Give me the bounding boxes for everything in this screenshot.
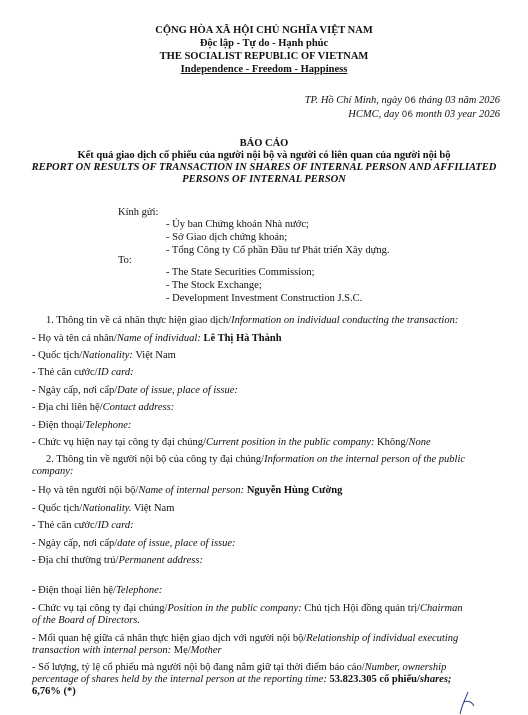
internal-name-value: Nguyễn Hùng Cường bbox=[246, 485, 343, 496]
field-issue-date: - Ngày cấp, nơi cấp/Date of issue, place of issue: bbox=[32, 385, 238, 396]
recipients-en-list bbox=[166, 266, 362, 305]
recipient-item: - The Stock Exchange; bbox=[166, 280, 262, 291]
date-vn-rest: tháng 03 năm 2026 bbox=[418, 95, 500, 106]
title-en-sub: REPORT ON RESULTS OF TRANSACTION IN SHARES OF INTERNAL PERSON AND AFFILIATED PERSONS OF INTERNAL PERSON bbox=[31, 162, 497, 185]
recipient-item: - The State Securities Commission; bbox=[166, 267, 315, 278]
en-country-name: THE SOCIALIST REPUBLIC OF VIETNAM bbox=[159, 51, 369, 62]
recipients-en-label: To: bbox=[118, 255, 132, 266]
field-current-position: - Chức vụ hiện nay tại công ty đại chúng/Current position in the public company: Không/None bbox=[32, 437, 431, 448]
recipients-vn-list bbox=[166, 218, 390, 257]
recipient-item: - Tổng Công ty Cổ phần Đầu tư Phát triển Xây dựng. bbox=[166, 245, 390, 256]
field-internal-id-card: - Thẻ căn cước/ID card: bbox=[32, 520, 134, 531]
field-internal-position: - Chức vụ tại công ty đại chúng/Position in the public company: Chủ tịch Hội đồng quản trị/Chairman bbox=[32, 603, 463, 614]
en-motto: Independence - Freedom - Happiness bbox=[180, 64, 348, 75]
field-telephone: - Điện thoại/Telephone: bbox=[32, 420, 132, 431]
field-internal-position-cont: of the Board of Directors. bbox=[32, 615, 141, 626]
field-internal-telephone: - Điện thoại liên hệ/Telephone: bbox=[32, 585, 163, 596]
field-permanent-address: - Địa chỉ thường trú/Permanent address: bbox=[32, 555, 203, 566]
field-individual-name: - Họ và tên cá nhân/Name of individual: Lê Thị Hà Thành bbox=[32, 333, 282, 344]
field-shares-held: - Số lượng, tỷ lệ cổ phiếu mà người nội bộ đang nắm giữ tại thời điểm báo cáo/Number, ownership bbox=[32, 662, 447, 673]
field-internal-name: - Họ và tên người nội bộ/Name of internal person: Nguyễn Hùng Cường bbox=[32, 485, 343, 496]
signature-mark bbox=[448, 690, 478, 715]
title-vn-main: BÁO CÁO bbox=[239, 138, 289, 149]
section2-heading-cont: company: bbox=[32, 466, 74, 477]
field-shares-held-cont: percentage of shares held by the internal person at the reporting time: 53.823.305 cổ phiếu/shares; bbox=[32, 674, 452, 685]
report-date bbox=[305, 94, 500, 122]
date-vn-day: 06 bbox=[404, 96, 416, 106]
field-relationship: - Mối quan hệ giữa cá nhân thực hiện giao dịch với người nội bộ/Relationship of individual executing bbox=[32, 633, 459, 644]
section2-heading: 2. Thông tin về người nội bộ của công ty đại chúng/Information on the internal person of the public bbox=[46, 454, 466, 465]
field-relationship-cont: transaction with internal person: Mẹ/Mother bbox=[32, 645, 222, 656]
date-en-day: 06 bbox=[401, 110, 414, 120]
individual-name-value: Lê Thị Hà Thành bbox=[203, 333, 282, 344]
vn-country-name: CỘNG HÒA XÃ HỘI CHỦ NGHĨA VIỆT NAM bbox=[155, 25, 373, 36]
date-vn-prefix: TP. Hồ Chí Minh, ngày bbox=[304, 95, 402, 106]
recipients-vn-label: Kính gửi: bbox=[118, 207, 159, 218]
date-en-prefix: HCMC, day bbox=[348, 109, 399, 120]
recipient-item: - Development Investment Construction J.S.C. bbox=[166, 293, 363, 304]
field-id-card: - Thẻ căn cước/ID card: bbox=[32, 367, 134, 378]
field-internal-nationality: - Quốc tịch/Nationality. Việt Nam bbox=[32, 503, 175, 514]
report-title bbox=[30, 138, 498, 186]
field-shares-percentage bbox=[32, 685, 502, 698]
national-header bbox=[0, 24, 528, 76]
field-contact-address: - Địa chỉ liên hệ/Contact address: bbox=[32, 402, 175, 413]
field-internal-issue-date: - Ngày cấp, nơi cấp/date of issue, place of issue: bbox=[32, 538, 236, 549]
section1-heading: 1. Thông tin về cá nhân thực hiện giao dịch/Information on individual conducting the transaction: bbox=[46, 315, 459, 326]
shares-percentage-value: 6,76% (*) bbox=[32, 686, 76, 697]
title-vn-sub: Kết quả giao dịch cổ phiếu của người nội bộ và người có liên quan của người nội bộ bbox=[77, 150, 451, 161]
recipient-item: - Sở Giao dịch chứng khoán; bbox=[166, 232, 288, 243]
recipient-item: - Ủy ban Chứng khoán Nhà nước; bbox=[166, 219, 309, 230]
shares-value: 53.823.305 cổ phiếu/ bbox=[329, 674, 420, 685]
date-en-rest: month 03 year 2026 bbox=[415, 109, 500, 120]
field-nationality: - Quốc tịch/Nationality: Việt Nam bbox=[32, 350, 176, 361]
vn-motto: Độc lập - Tự do - Hạnh phúc bbox=[199, 38, 329, 49]
